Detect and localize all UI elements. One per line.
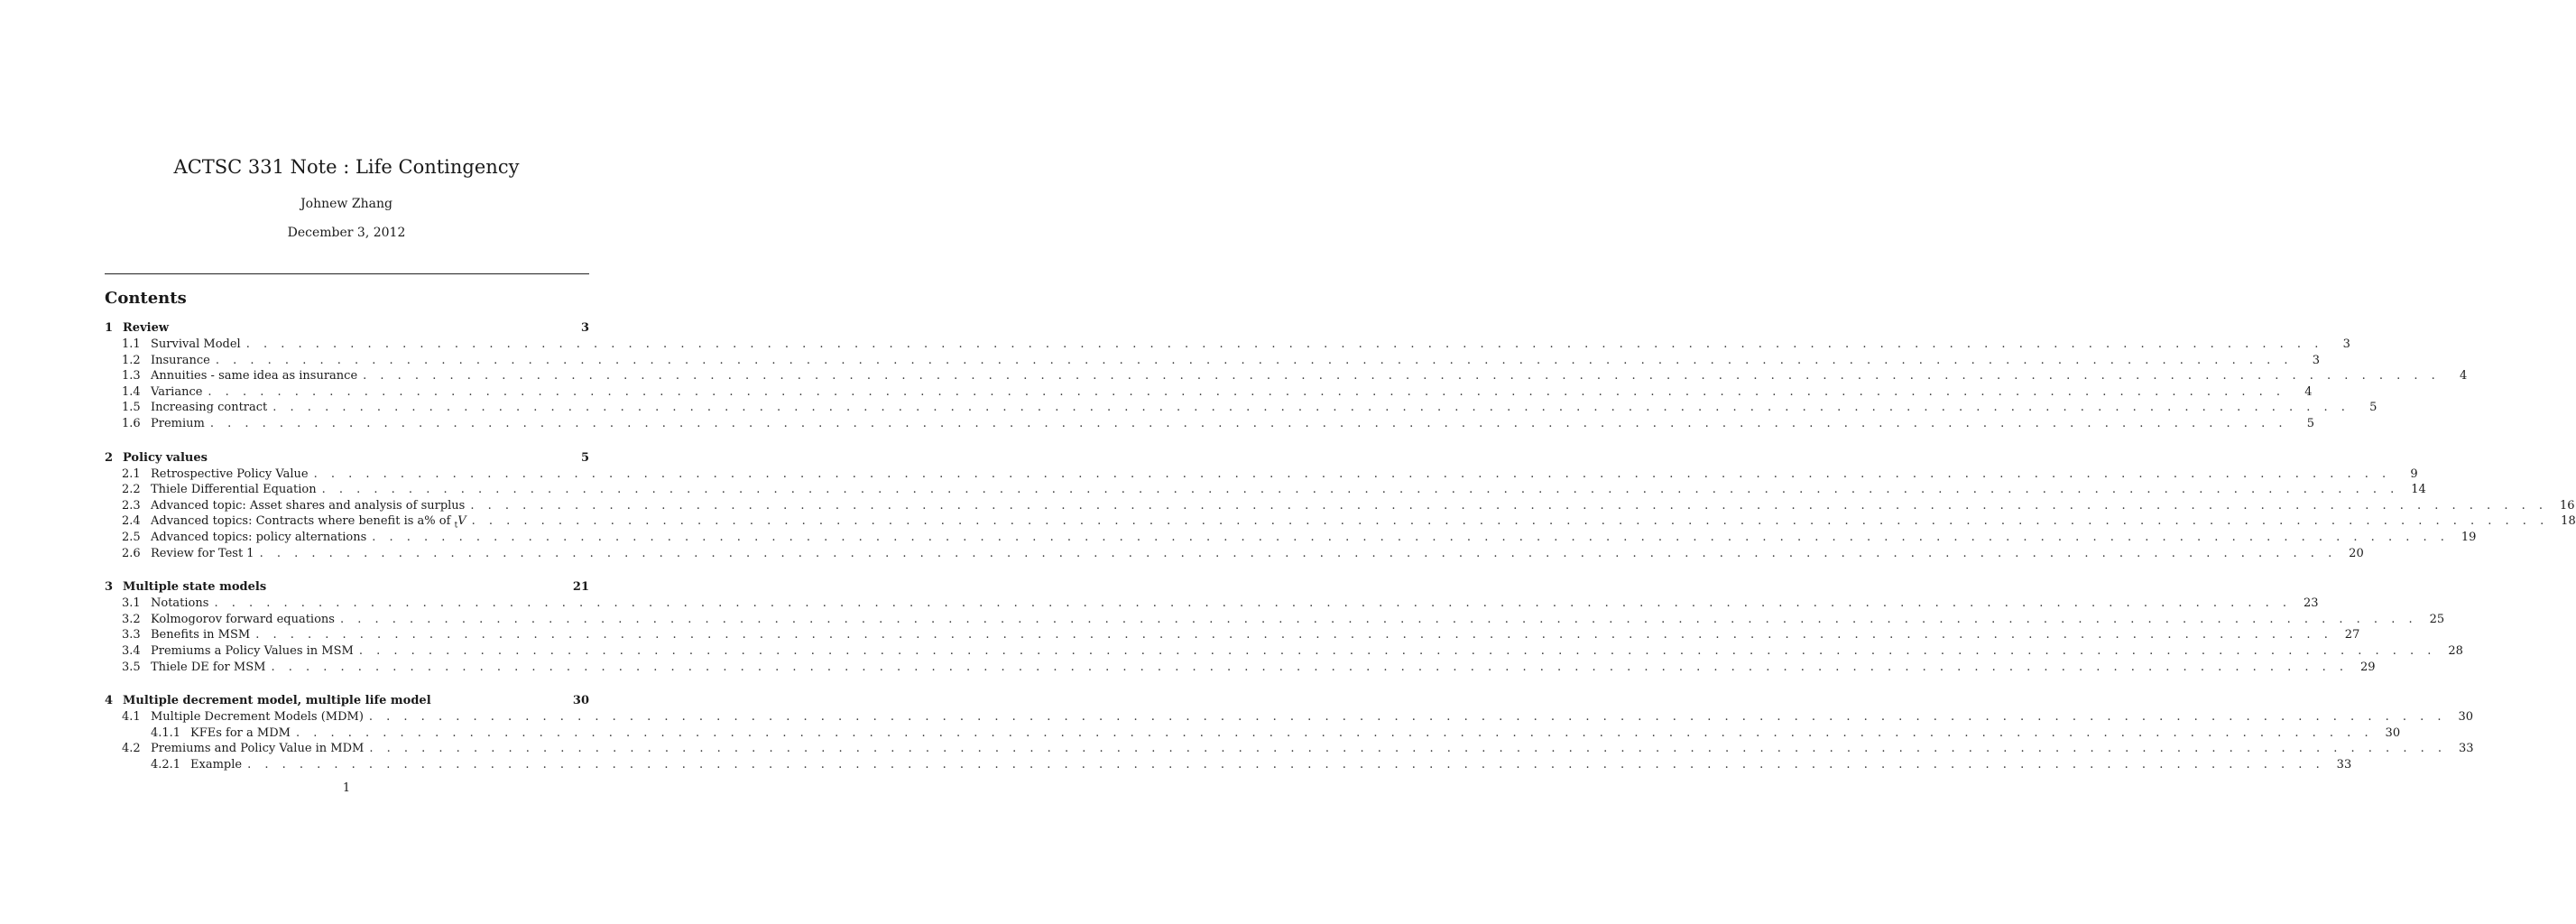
- contents-heading: Contents: [105, 289, 187, 308]
- toc-section-title: Review: [123, 321, 170, 335]
- toc-section-page: 30: [572, 694, 589, 708]
- date: December 3, 2012: [287, 226, 406, 240]
- toc-section-page: 5: [580, 450, 589, 465]
- toc-subsection-entry[interactable]: [105, 369, 2468, 385]
- toc-entry-number: 4.2: [122, 742, 141, 756]
- toc-entry-page: 16: [2559, 498, 2575, 513]
- toc-entry-page: 20: [2349, 546, 2364, 560]
- leader-dots: . . . . . . . . . . . . . . . . . . . . . . . . . . . . . . . . . . . . . . . . . . . . . . . . . . . . . . . . . . . . . . . . . . . . . . . . . . . . . . . . . . . . . . . . . . . . . . . . . . . . . . . . . . . . . . . . . . . . . . . .: [271, 660, 2349, 674]
- toc-entry-title: Review for Test 1: [151, 546, 254, 560]
- leader-dots: . . . . . . . . . . . . . . . . . . . . . . . . . . . . . . . . . . . . . . . . . . . . . . . . . . . . . . . . . . . . . . . . . . . . . . . . . . . . . . . . . . . . . . . . . . . . . . . . . . . . . . . . . . . . . . . . . . . . . . . .: [368, 710, 2447, 725]
- toc-entry-page: 3: [2312, 353, 2321, 367]
- toc-entry-number: 3.2: [122, 612, 141, 626]
- leader-dots: . . . . . . . . . . . . . . . . . . . . . . . . . . . . . . . . . . . . . . . . . . . . . . . . . . . . . . . . . . . . . . . . . . . . . . . . . . . . . . . . . . . . . . . . . . . . . . . . . . . . . . . . . . . . . . . . . . . . . . . .: [215, 353, 2294, 367]
- toc-subsection-entry[interactable]: [105, 546, 2364, 563]
- toc-subsection-entry[interactable]: [105, 467, 2418, 484]
- toc-entry-page: 5: [2369, 401, 2377, 415]
- toc-entry-page: 9: [2410, 467, 2418, 481]
- toc-entry-page: 4: [2460, 369, 2468, 383]
- toc-section-number: 4: [105, 694, 114, 708]
- author: Johnew Zhang: [300, 197, 392, 211]
- leader-dots: . . . . . . . . . . . . . . . . . . . . . . . . . . . . . . . . . . . . . . . . . . . . . . . . . . . . . . . . . . . . . . . . . . . . . . . . . . . . . . . . . . . . . . . . . . . . . . . . . . . . . . . . . . . . . . . . . . . . . . . .: [358, 643, 2436, 658]
- toc-subsection-entry[interactable]: [105, 643, 2463, 661]
- toc-entry-number: 1.3: [122, 369, 141, 383]
- toc-subsection-entry[interactable]: [105, 483, 2426, 499]
- toc-entry-page: 3: [2342, 337, 2350, 351]
- toc-entry-page: 30: [2458, 710, 2474, 725]
- toc-entry-page: 4: [2304, 384, 2313, 399]
- leader-dots: . . . . . . . . . . . . . . . . . . . . . . . . . . . . . . . . . . . . . . . . . . . . . . . . . . . . . . . . . . . . . . . . . . . . . . . . . . . . . . . . . . . . . . . . . . . . . . . . . . . . . . . . . . . . . . . . . . . . . . . .: [208, 384, 2285, 399]
- toc-subsection-entry[interactable]: [105, 742, 2474, 758]
- leader-dots: . . . . . . . . . . . . . . . . . . . . . . . . . . . . . . . . . . . . . . . . . . . . . . . . . . . . . . . . . . . . . . . . . . . . . . . . . . . . . . . . . . . . . . . . . . . . . . . . . . . . . . . . . . . . . . . . . . . . . . . .: [369, 742, 2447, 756]
- toc-entry-title: Kolmogorov forward equations: [151, 612, 335, 626]
- toc-entry-title: Multiple Decrement Models (MDM): [151, 710, 364, 725]
- toc-subsection-entry[interactable]: [105, 596, 2319, 613]
- toc-subsection-entry[interactable]: [105, 384, 2313, 402]
- toc-subsection-entry[interactable]: [105, 612, 2445, 629]
- toc-entry-title: Retrospective Policy Value: [151, 467, 309, 481]
- leader-dots: . . . . . . . . . . . . . . . . . . . . . . . . . . . . . . . . . . . . . . . . . . . . . . . . . . . . . . . . . . . . . . . . . . . . . . . . . . . . . . . . . . . . . . . . . . . . . . . . . . . . . . . . . . . . . . . . . . . . . . . .: [214, 596, 2292, 611]
- toc-entry-number: 3.3: [122, 628, 141, 642]
- leader-dots: . . . . . . . . . . . . . . . . . . . . . . . . . . . . . . . . . . . . . . . . . . . . . . . . . . . . . . . . . . . . . . . . . . . . . . . . . . . . . . . . . . . . . . . . . . . . . . . . . . . . . . . . . . . . . . . . . . . . . . . .: [470, 498, 2548, 513]
- section-gap: [105, 676, 589, 694]
- toc-entry-page: 23: [2304, 596, 2319, 611]
- toc-entry-number: 3.5: [122, 660, 141, 674]
- toc-section-entry[interactable]: [105, 451, 589, 467]
- toc-section-number: 3: [105, 580, 114, 595]
- toc-entry-page: 5: [2306, 416, 2314, 430]
- section-gap: [105, 562, 589, 580]
- toc-entry-page: 28: [2448, 643, 2463, 658]
- toc-entry-number: 2.1: [122, 467, 141, 481]
- toc-entry-title: Notations: [151, 596, 209, 611]
- toc-subsubsection-entry[interactable]: [105, 725, 2401, 743]
- toc-section-entry[interactable]: [105, 694, 589, 710]
- leader-dots: . . . . . . . . . . . . . . . . . . . . . . . . . . . . . . . . . . . . . . . . . . . . . . . . . . . . . . . . . . . . . . . . . . . . . . . . . . . . . . . . . . . . . . . . . . . . . . . . . . . . . . . . . . . . . . . . . . . . . . . .: [209, 416, 2287, 430]
- toc-entry-title: Variance: [151, 384, 203, 399]
- toc-subsubsection-entry[interactable]: [105, 757, 2352, 774]
- toc-entry-title: Premium: [151, 416, 205, 430]
- toc-section-title: Policy values: [123, 450, 208, 465]
- toc-section-number: 1: [105, 321, 114, 335]
- toc-entry-page: 14: [2411, 483, 2426, 497]
- toc-entry-title: Benefits in MSM: [151, 628, 251, 642]
- toc-subsection-entry[interactable]: [105, 498, 2575, 515]
- leader-dots: . . . . . . . . . . . . . . . . . . . . . . . . . . . . . . . . . . . . . . . . . . . . . . . . . . . . . . . . . . . . . . . . . . . . . . . . . . . . . . . . . . . . . . . . . . . . . . . . . . . . . . . . . . . . . . . . . . . . . . . .: [295, 725, 2374, 740]
- toc-entry-title: Thiele DE for MSM: [151, 660, 266, 674]
- toc-subsection-entry[interactable]: [105, 337, 2350, 354]
- toc-entry-page: 25: [2429, 612, 2445, 626]
- toc-entry-number: 4.1: [122, 710, 141, 725]
- toc-entry-number: 1.4: [122, 384, 141, 399]
- toc-entry-title: Increasing contract: [151, 401, 268, 415]
- toc-subsection-entry[interactable]: [105, 710, 2474, 726]
- table-of-contents: [105, 321, 2576, 773]
- toc-entry-page: 33: [2458, 742, 2474, 756]
- toc-entry-title: Advanced topics: policy alternations: [151, 530, 367, 544]
- toc-subsection-entry[interactable]: [105, 416, 2314, 433]
- toc-subsection-entry[interactable]: [105, 514, 2576, 531]
- toc-entry-page: 18: [2561, 514, 2576, 529]
- leader-dots: . . . . . . . . . . . . . . . . . . . . . . . . . . . . . . . . . . . . . . . . . . . . . . . . . . . . . . . . . . . . . . . . . . . . . . . . . . . . . . . . . . . . . . . . . . . . . . . . . . . . . . . . . . . . . . . . . . . . . . . .: [471, 514, 2549, 529]
- toc-entry-title: Advanced topics: Contracts where benefit is a% of $_t$V: [151, 514, 466, 531]
- toc-entry-title: Insurance: [151, 353, 210, 367]
- toc-entry-number: 1.6: [122, 416, 141, 430]
- toc-entry-title: Annuities - same idea as insurance: [151, 369, 358, 383]
- toc-section-page: 21: [572, 580, 589, 595]
- toc-entry-number: 3.1: [122, 596, 141, 611]
- toc-entry-number: 1.1: [122, 337, 141, 351]
- toc-subsection-entry[interactable]: [105, 628, 2360, 644]
- leader-dots: . . . . . . . . . . . . . . . . . . . . . . . . . . . . . . . . . . . . . . . . . . . . . . . . . . . . . . . . . . . . . . . . . . . . . . . . . . . . . . . . . . . . . . . . . . . . . . . . . . . . . . . . . . . . . . . . . . . . . . . .: [255, 628, 2333, 642]
- toc-entry-title: Premiums a Policy Values in MSM: [151, 643, 354, 658]
- horizontal-rule: [105, 273, 589, 274]
- toc-entry-page: 33: [2336, 757, 2352, 772]
- toc-section-entry[interactable]: [105, 321, 589, 337]
- toc-entry-title: Example: [190, 757, 243, 772]
- toc-section-entry[interactable]: [105, 580, 589, 596]
- toc-section-number: 2: [105, 450, 114, 465]
- leader-dots: . . . . . . . . . . . . . . . . . . . . . . . . . . . . . . . . . . . . . . . . . . . . . . . . . . . . . . . . . . . . . . . . . . . . . . . . . . . . . . . . . . . . . . . . . . . . . . . . . . . . . . . . . . . . . . . . . . . . . . . .: [363, 369, 2441, 383]
- toc-entry-page: 30: [2385, 725, 2401, 740]
- leader-dots: . . . . . . . . . . . . . . . . . . . . . . . . . . . . . . . . . . . . . . . . . . . . . . . . . . . . . . . . . . . . . . . . . . . . . . . . . . . . . . . . . . . . . . . . . . . . . . . . . . . . . . . . . . . . . . . . . . . . . . . .: [259, 546, 2337, 560]
- toc-entry-page: 29: [2360, 660, 2376, 674]
- toc-subsection-entry[interactable]: [105, 660, 2376, 677]
- toc-entry-title: Premiums and Policy Value in MDM: [151, 742, 365, 756]
- leader-dots: . . . . . . . . . . . . . . . . . . . . . . . . . . . . . . . . . . . . . . . . . . . . . . . . . . . . . . . . . . . . . . . . . . . . . . . . . . . . . . . . . . . . . . . . . . . . . . . . . . . . . . . . . . . . . . . . . . . . . . . .: [272, 401, 2350, 415]
- leader-dots: . . . . . . . . . . . . . . . . . . . . . . . . . . . . . . . . . . . . . . . . . . . . . . . . . . . . . . . . . . . . . . . . . . . . . . . . . . . . . . . . . . . . . . . . . . . . . . . . . . . . . . . . . . . . . . . . . . . . . . . .: [247, 757, 2325, 772]
- toc-subsection-entry[interactable]: [105, 401, 2377, 417]
- toc-section-title: Multiple state models: [123, 580, 267, 595]
- toc-entry-page: 19: [2461, 530, 2477, 544]
- document-title: ACTSC 331 Note : Life Contingency: [173, 156, 520, 178]
- toc-entry-title: KFEs for a MDM: [190, 725, 291, 740]
- leader-dots: . . . . . . . . . . . . . . . . . . . . . . . . . . . . . . . . . . . . . . . . . . . . . . . . . . . . . . . . . . . . . . . . . . . . . . . . . . . . . . . . . . . . . . . . . . . . . . . . . . . . . . . . . . . . . . . . . . . . . . . .: [245, 337, 2323, 351]
- toc-entry-number: 2.2: [122, 483, 141, 497]
- toc-entry-number: 2.6: [122, 546, 141, 560]
- toc-entry-title: Survival Model: [151, 337, 241, 351]
- toc-entry-number: 1.5: [122, 401, 141, 415]
- toc-entry-number: 4.1.1: [151, 725, 181, 740]
- leader-dots: . . . . . . . . . . . . . . . . . . . . . . . . . . . . . . . . . . . . . . . . . . . . . . . . . . . . . . . . . . . . . . . . . . . . . . . . . . . . . . . . . . . . . . . . . . . . . . . . . . . . . . . . . . . . . . . . . . . . . . . .: [372, 530, 2450, 544]
- toc-entry-number: 3.4: [122, 643, 141, 658]
- leader-dots: . . . . . . . . . . . . . . . . . . . . . . . . . . . . . . . . . . . . . . . . . . . . . . . . . . . . . . . . . . . . . . . . . . . . . . . . . . . . . . . . . . . . . . . . . . . . . . . . . . . . . . . . . . . . . . . . . . . . . . . .: [321, 483, 2399, 497]
- toc-subsection-entry[interactable]: [105, 530, 2477, 547]
- toc-entry-title: Thiele Differential Equation: [151, 483, 317, 497]
- toc-entry-number: 2.5: [122, 530, 141, 544]
- section-gap: [105, 433, 589, 451]
- toc-entry-page: 27: [2344, 628, 2360, 642]
- toc-section-page: 3: [580, 321, 589, 335]
- toc-subsection-entry[interactable]: [105, 353, 2321, 370]
- leader-dots: . . . . . . . . . . . . . . . . . . . . . . . . . . . . . . . . . . . . . . . . . . . . . . . . . . . . . . . . . . . . . . . . . . . . . . . . . . . . . . . . . . . . . . . . . . . . . . . . . . . . . . . . . . . . . . . . . . . . . . . .: [339, 612, 2418, 626]
- toc-entry-number: 2.3: [122, 498, 141, 513]
- toc-entry-title: Advanced topic: Asset shares and analysis of surplus: [151, 498, 466, 513]
- leader-dots: . . . . . . . . . . . . . . . . . . . . . . . . . . . . . . . . . . . . . . . . . . . . . . . . . . . . . . . . . . . . . . . . . . . . . . . . . . . . . . . . . . . . . . . . . . . . . . . . . . . . . . . . . . . . . . . . . . . . . . . .: [313, 467, 2391, 481]
- toc-entry-number: 2.4: [122, 514, 141, 529]
- toc-section-title: Multiple decrement model, multiple life model: [123, 694, 431, 708]
- toc-entry-number: 4.2.1: [151, 757, 181, 772]
- toc-entry-number: 1.2: [122, 353, 141, 367]
- page-number: 1: [342, 781, 351, 795]
